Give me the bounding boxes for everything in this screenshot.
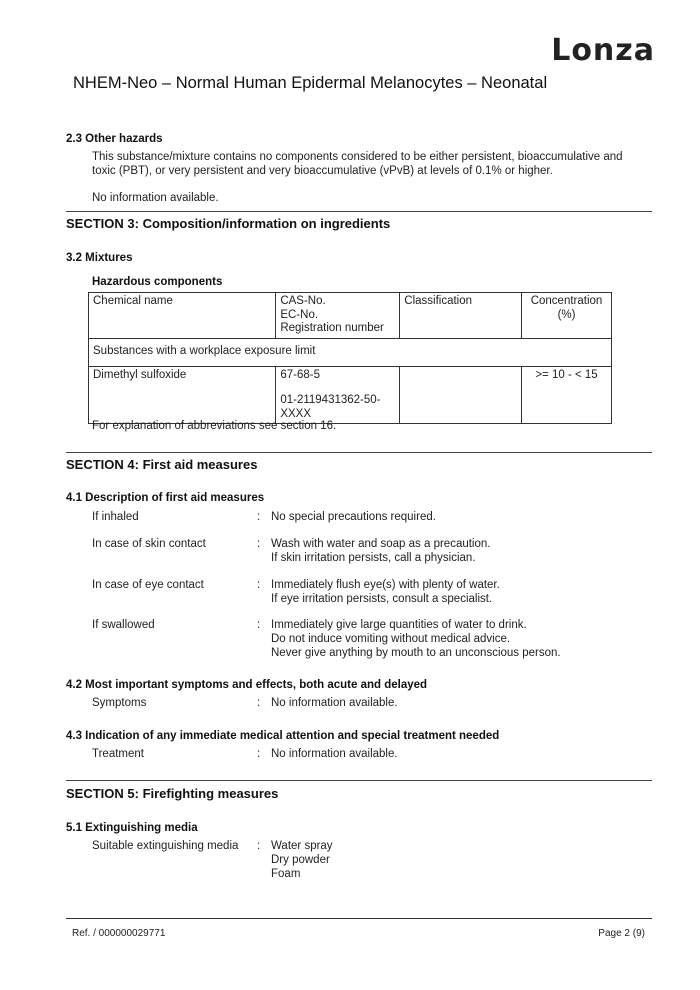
extinguishing-media-item: Foam bbox=[271, 868, 301, 880]
heading-4-1: 4.1 Description of first aid measures bbox=[66, 492, 265, 504]
header-cas-ec-reg bbox=[276, 293, 400, 339]
row-concentration: >= 10 - < 15 bbox=[522, 366, 612, 424]
header-cas-no: CAS-No. bbox=[280, 295, 326, 307]
extinguishing-media-item: Water spray bbox=[271, 840, 333, 852]
header-concentration-label: Concentration bbox=[530, 295, 603, 307]
section-5-title: SECTION 5: Firefighting measures bbox=[66, 786, 279, 801]
section-4-title: SECTION 4: First aid measures bbox=[66, 457, 258, 472]
first-aid-label-eye: In case of eye contact bbox=[92, 579, 204, 591]
table-span-row bbox=[89, 338, 612, 366]
abbreviations-note: For explanation of abbreviations see section 16. bbox=[92, 420, 337, 432]
section-3-title: SECTION 3: Composition/information on ingredients bbox=[66, 216, 391, 231]
heading-4-3: 4.3 Indication of any immediate medical attention and special treatment needed bbox=[66, 730, 500, 742]
row-cas-reg bbox=[276, 366, 400, 424]
extinguishing-media-label: Suitable extinguishing media bbox=[92, 840, 239, 852]
other-hazards-text bbox=[92, 150, 623, 178]
heading-5-1: 5.1 Extinguishing media bbox=[66, 822, 198, 834]
workplace-exposure-limit-row: Substances with a workplace exposure limit bbox=[89, 338, 612, 366]
first-aid-line: Do not induce vomiting without medical advice. bbox=[271, 633, 511, 645]
first-aid-label-skin: In case of skin contact bbox=[92, 538, 206, 550]
first-aid-value-skin bbox=[271, 537, 490, 565]
row-cas-no: 67-68-5 bbox=[280, 368, 320, 381]
row-registration-number-1: 01-2119431362-50- bbox=[280, 394, 381, 406]
header-classification: Classification bbox=[400, 293, 522, 339]
treatment-value: No information available. bbox=[271, 748, 398, 760]
first-aid-line: Never give anything by mouth to an unconscious person. bbox=[271, 647, 561, 659]
table-header-row bbox=[89, 293, 612, 339]
footer-page-number: Page 2 (9) bbox=[598, 928, 645, 939]
colon: : bbox=[257, 511, 261, 523]
header-registration-number: Registration number bbox=[280, 322, 384, 334]
heading-3-2: 3.2 Mixtures bbox=[66, 252, 133, 264]
colon: : bbox=[257, 579, 261, 591]
treatment-label: Treatment bbox=[92, 748, 144, 760]
heading-2-3: 2.3 Other hazards bbox=[66, 133, 163, 145]
hazardous-components-table bbox=[88, 292, 612, 424]
section-divider bbox=[66, 452, 652, 453]
first-aid-value-eye bbox=[271, 578, 500, 606]
heading-4-2: 4.2 Most important symptoms and effects, both acute and delayed bbox=[66, 679, 428, 691]
extinguishing-media-item: Dry powder bbox=[271, 854, 330, 866]
row-ec-no-blank bbox=[280, 382, 395, 394]
first-aid-label-inhaled: If inhaled bbox=[92, 511, 139, 523]
table-row bbox=[89, 366, 612, 424]
first-aid-line: Immediately flush eye(s) with plenty of water. bbox=[271, 579, 500, 591]
row-registration-number-2: XXXX bbox=[280, 407, 312, 420]
first-aid-line: No special precautions required. bbox=[271, 511, 436, 523]
header-concentration-unit: (%) bbox=[557, 308, 576, 321]
first-aid-label-swallowed: If swallowed bbox=[92, 619, 155, 631]
colon: : bbox=[257, 619, 261, 631]
first-aid-line: If eye irritation persists, consult a specialist. bbox=[271, 593, 493, 605]
other-hazards-line-1: This substance/mixture contains no components considered to be either persistent, bioaccumulative and bbox=[92, 151, 623, 163]
symptoms-value: No information available. bbox=[271, 697, 398, 709]
lonza-logo: Lonza bbox=[551, 33, 655, 68]
hazardous-components-heading: Hazardous components bbox=[92, 276, 223, 288]
other-hazards-line-2: toxic (PBT), or very persistent and very bioaccumulative (vPvB) at levels of 0.1% or higher. bbox=[92, 165, 553, 177]
section-divider bbox=[66, 780, 652, 781]
footer-reference: Ref. / 000000029771 bbox=[72, 928, 166, 939]
colon: : bbox=[257, 840, 261, 852]
colon: : bbox=[257, 538, 261, 550]
first-aid-value-inhaled bbox=[271, 510, 436, 524]
other-hazards-no-info: No information available. bbox=[92, 192, 219, 204]
first-aid-line: Wash with water and soap as a precaution. bbox=[271, 538, 491, 550]
footer-divider bbox=[66, 918, 652, 919]
first-aid-line: If skin irritation persists, call a physician. bbox=[271, 552, 476, 564]
colon: : bbox=[257, 697, 261, 709]
extinguishing-media-values bbox=[271, 839, 333, 881]
section-divider bbox=[66, 211, 652, 212]
header-ec-no: EC-No. bbox=[280, 308, 319, 321]
row-classification bbox=[400, 366, 522, 424]
row-chemical-name: Dimethyl sulfoxide bbox=[89, 366, 276, 424]
header-concentration bbox=[522, 293, 612, 339]
first-aid-line: Immediately give large quantities of water to drink. bbox=[271, 619, 527, 631]
header-chemical-name: Chemical name bbox=[89, 293, 276, 339]
colon: : bbox=[257, 748, 261, 760]
document-title: NHEM-Neo – Normal Human Epidermal Melanocytes – Neonatal bbox=[73, 74, 548, 92]
symptoms-label: Symptoms bbox=[92, 697, 147, 709]
first-aid-value-swallowed bbox=[271, 618, 561, 660]
